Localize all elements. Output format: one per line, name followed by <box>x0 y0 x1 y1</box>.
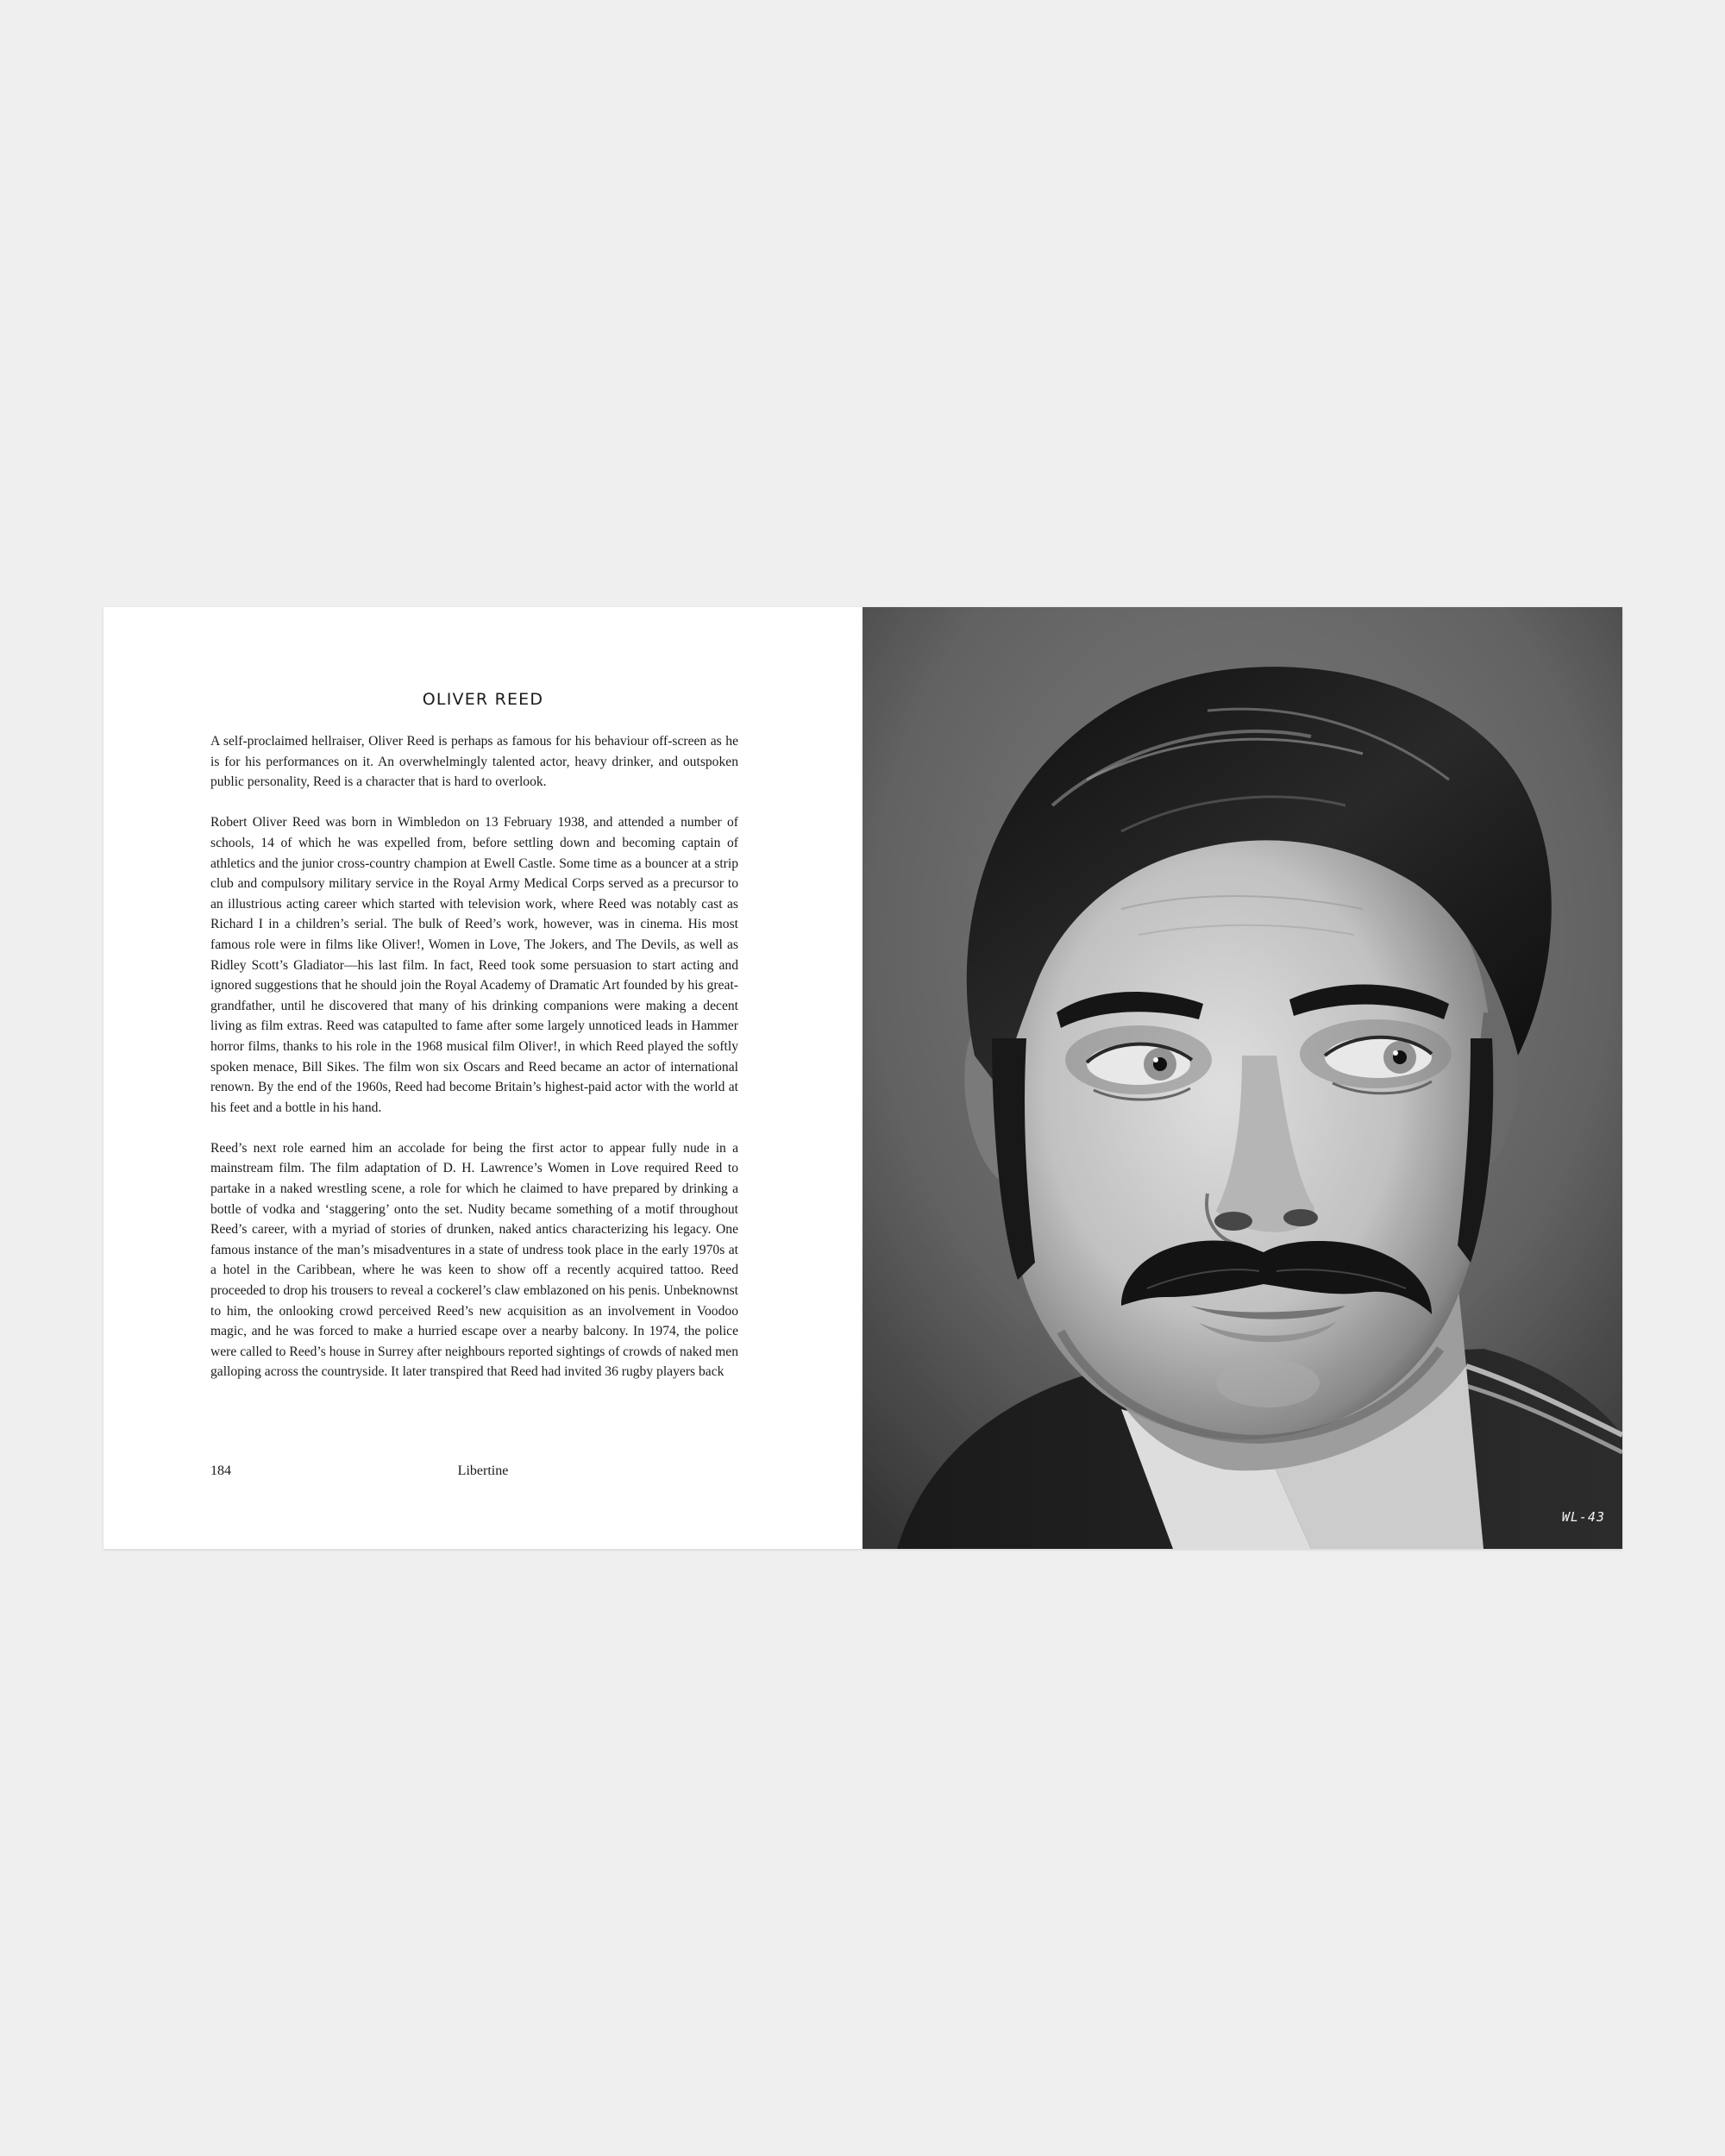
portrait-photo <box>862 607 1622 1549</box>
portrait-illustration <box>862 607 1622 1549</box>
page-number: 184 <box>210 1463 231 1478</box>
left-page <box>104 607 862 1549</box>
chapter-title: OLIVER REED <box>422 690 544 709</box>
running-head: Libertine <box>457 1463 509 1478</box>
paragraph-biography: Robert Oliver Reed was born in Wimbledon on 13 February 1938, and attended a number of schools, 14 of which he was expelled from, before settling down and becoming captain of athletics and the junior cross-country champion at Ewell Castle. Some time as a bouncer at a strip club and compulsory military service in the Royal Army Medical Corps served as a precursor to an illustrious acting career which started with television work, where Reed was notably cast as Richard I in a children’s serial. The bulk of Reed’s work, however, was in cinema. His most famous role were in films like Oliver!, Women in Love, The Jokers, and The Devils, as well as Ridley Scott’s Gladiator—his last film. In fact, Reed took some persuasion to start acting and ignored suggestions that he should join the Royal Academy of Dramatic Art founded by his great-grandfather, until he discovered that many of his drinking companions were making a decent living as film extras. Reed was catapulted to fame after some largely unnoticed leads in Hammer horror films, thanks to his role in the 1968 musical film Oliver!, in which Reed played the softly spoken menace, Bill Sikes. The film won six Oscars and Reed became an actor of international renown. By the end of the 1960s, Reed had become Britain’s highest-paid actor with the world at his feet and a bottle in his hand. <box>210 815 738 1115</box>
paragraph-anecdotes: Reed’s next role earned him an accolade for being the first actor to appear fully nude in a mainstream film. The film adaptation of D. H. Lawrence’s Women in Love required Reed to partake in a naked wrestling scene, a role for which he claimed to have prepared by drinking a bottle of vodka and ‘staggering’ onto the set. Nudity became something of a motif throughout Reed’s career, with a myriad of stories of drunken, naked antics characterizing his legacy. One famous instance of the man’s misadventures in a state of undress took place in the early 1970s at a hotel in the Caribbean, where he was keen to show off a recently acquired tattoo. Reed proceeded to drop his trousers to reveal a cockerel’s claw emblazoned on his penis. Unbeknownst to him, the onlooking crowd perceived Reed’s new acquisition as an involvement in Voodoo magic, and he was forced to make a hurried escape over a nearby balcony. In 1974, the police were called to Reed’s house in Surrey after neighbours reported sightings of crowds of naked men galloping across the countryside. It later transpired that Reed had invited 36 rugby players back <box>210 1140 738 1380</box>
book-spread <box>104 607 1622 1549</box>
paragraph-intro: A self-proclaimed hellraiser, Oliver Reed is perhaps as famous for his behaviour off-screen as he is for his performances on it. An overwhelmingly talented actor, heavy drinker, and outspoken public personality, Reed is a character that is hard to overlook. <box>210 734 738 790</box>
body-text <box>210 731 738 1403</box>
negative-code-label: WL-43 <box>1561 1509 1605 1525</box>
